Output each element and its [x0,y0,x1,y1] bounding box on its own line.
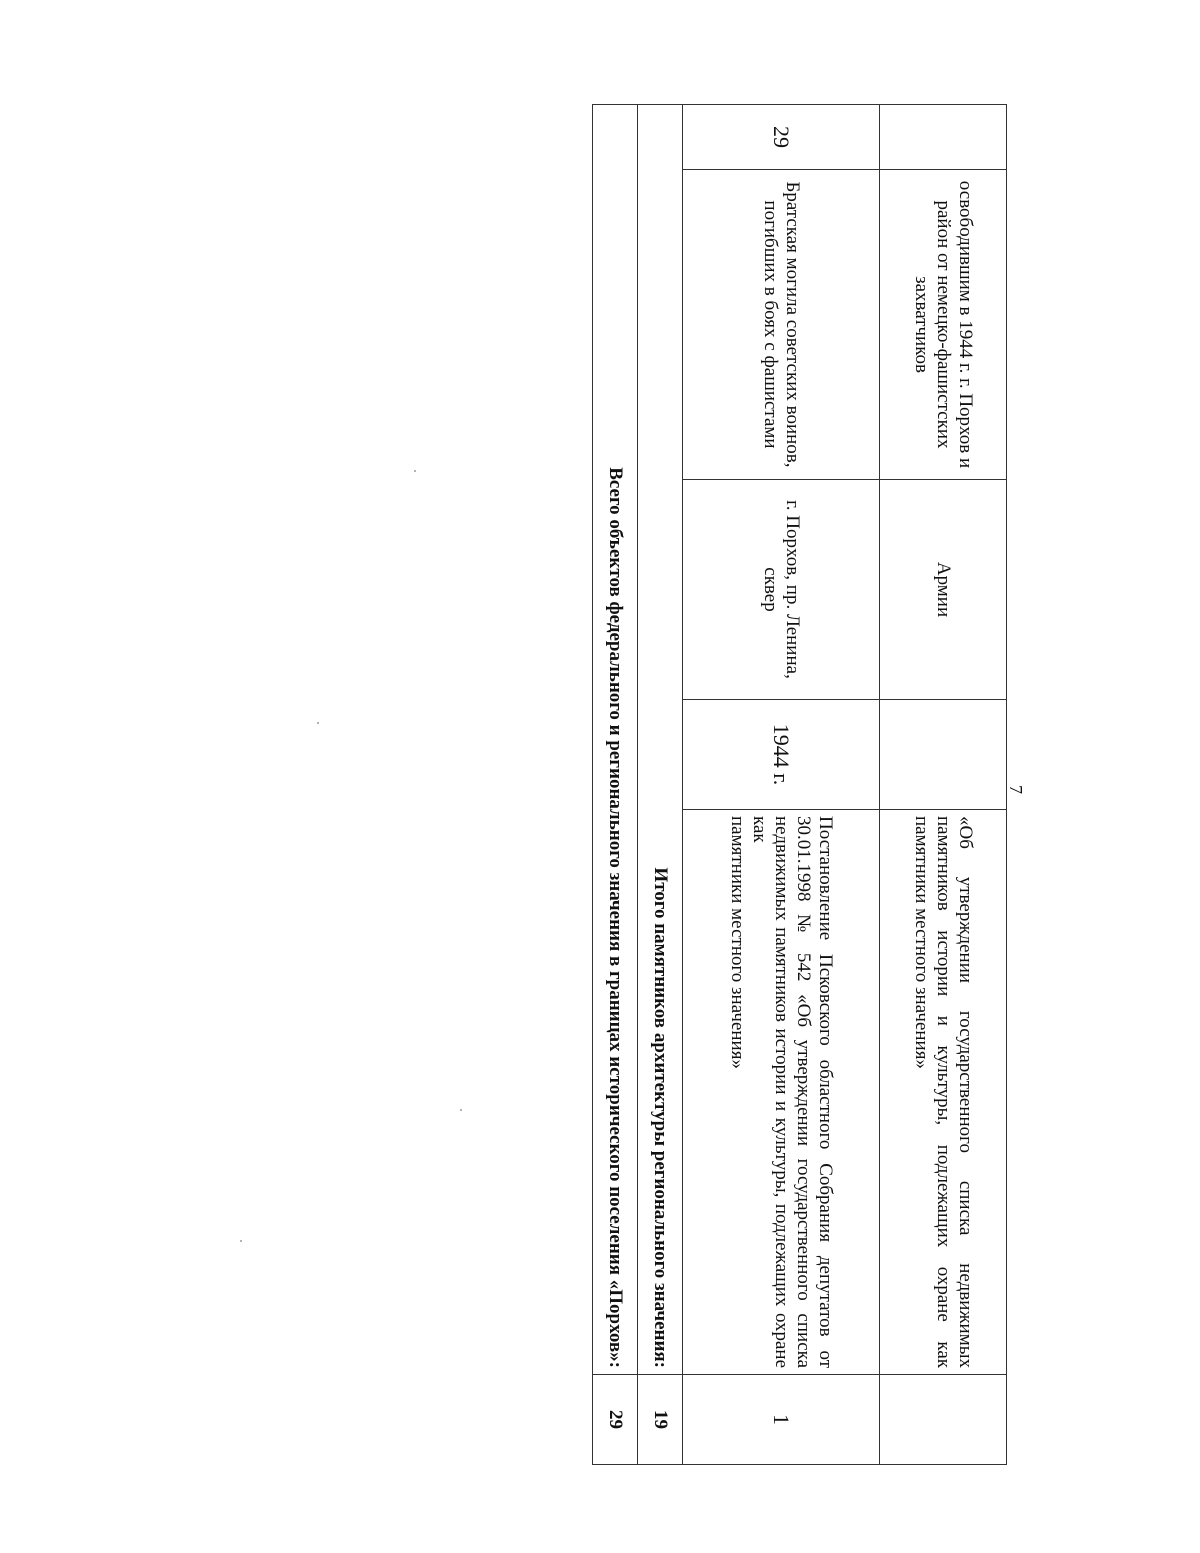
total-all-row [593,105,638,1465]
cell-name: освободившим в 1944 г. г. Порхов и район от немецко-фашистских захватчиков [880,170,1007,480]
monuments-table [592,104,1007,1465]
scan-speck [460,1109,462,1111]
cell-address: г. Порхов, пр. Ленина, сквер [683,480,880,700]
cell-number [880,105,1007,170]
scan-speck [317,722,319,724]
scan-speck [240,1240,242,1242]
document-table-rotated [587,104,1007,1464]
document-line: «Об утверждении государственного списка [954,816,976,1236]
total-all-label: Всего объектов федерального и регионального значения в границах исторического поселения «Порхов»: [593,105,638,1375]
page-number: 7 [1006,785,1026,794]
table-row [683,105,880,1465]
document-line: памятники местного значения» [727,816,749,1069]
cell-document [683,810,880,1375]
total-all-value: 29 [593,1375,638,1465]
document-line: недвижимых памятников истории и [932,816,976,1369]
document-line: недвижимых памятников истории и [770,816,792,1112]
cell-address: Армии [880,480,1007,700]
total-regional-row [638,105,683,1465]
cell-category [880,1375,1007,1465]
cell-document [880,810,1007,1375]
document-line: «Об утверждении государственного списка [792,994,814,1369]
cell-category: 1 [683,1375,880,1465]
total-regional-label: Итого памятников архитектуры регионального значения: [638,105,683,1375]
table-row [880,105,1007,1465]
document-line: памятники местного значения» [911,816,933,1069]
cell-name: Братская могила советских воинов, погибших в боях с фашистами [683,170,880,480]
cell-date [880,700,1007,810]
document-line: Собрания депутатов от 30.01.1998 № 542 [792,816,836,1368]
cell-number: 29 [683,105,880,170]
document-line: Постановление Псковского областного [814,816,836,1150]
scan-speck [414,470,416,472]
document-line: культуры, подлежащих охране как [749,816,792,1369]
total-regional-value: 19 [638,1375,683,1465]
document-line: культуры, подлежащих охране как [932,1045,954,1368]
cell-date: 1944 г. [683,700,880,810]
